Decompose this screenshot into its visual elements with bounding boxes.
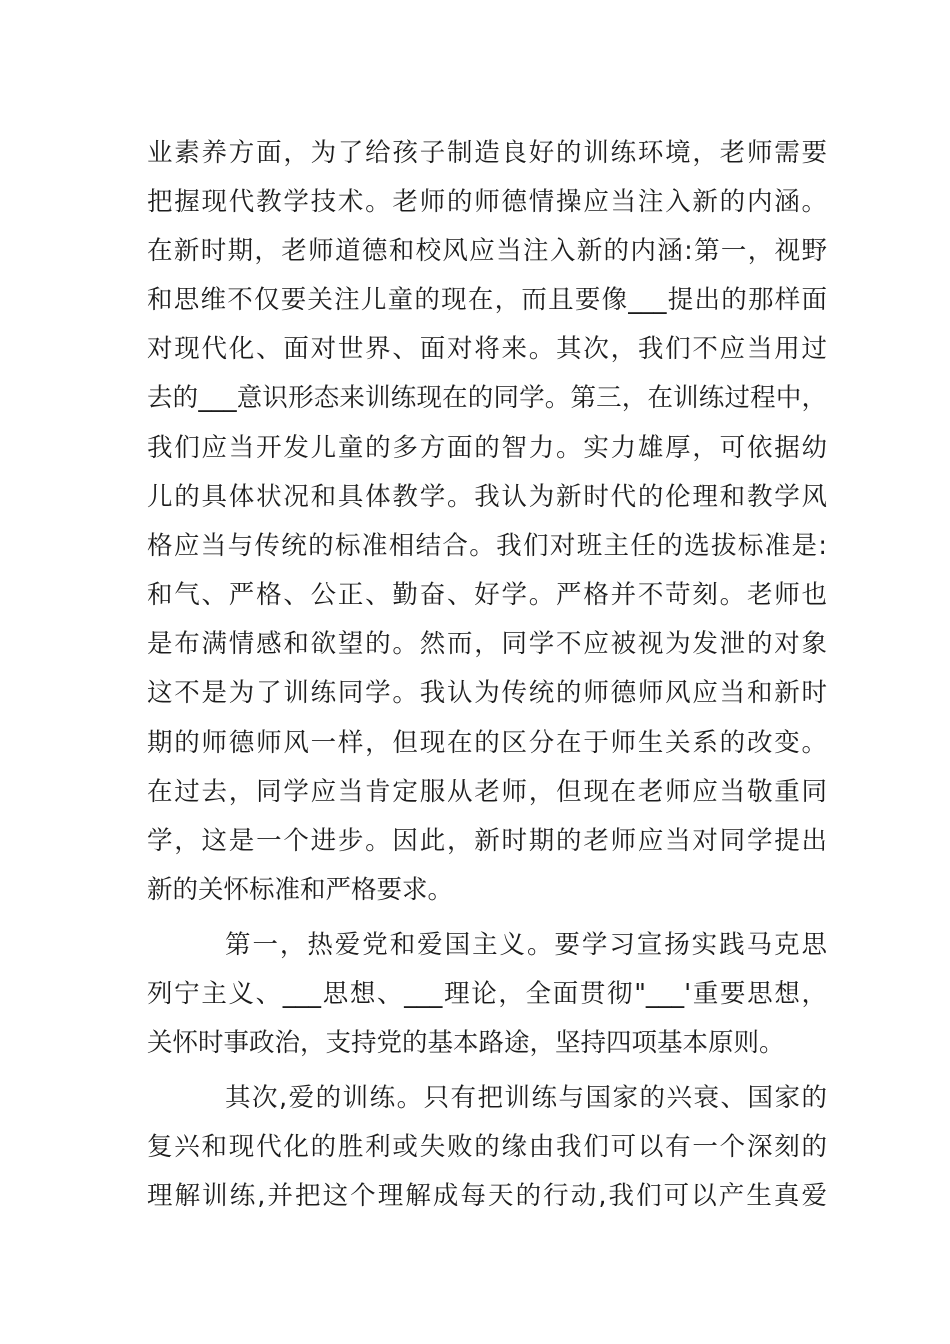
- text-line: 我们应当开发儿童的多方面的智力。实力雄厚，可依据幼: [147, 433, 827, 463]
- text-line: 这不是为了训练同学。我认为传统的师德师风应当和新时: [147, 678, 827, 708]
- text-line: 列宁主义、___思想、___理论，全面贯彻"___'重要思想，: [147, 979, 827, 1009]
- text-line: 对现代化、面对世界、面对将来。其次，我们不应当用过: [147, 334, 827, 364]
- text-line: 和气、严格、公正、勤奋、好学。严格并不苛刻。老师也: [147, 580, 827, 610]
- text-line: 和思维不仅要关注儿童的现在，而且要像___提出的那样面: [147, 285, 827, 315]
- text-line: 格应当与传统的标准相结合。我们对班主任的选拔标准是:: [147, 531, 827, 561]
- text-line: 复兴和现代化的胜利或失败的缘由我们可以有一个深刻的: [147, 1132, 827, 1162]
- text-line: 理解训练,并把这个理解成每天的行动,我们可以产生真爱: [147, 1181, 827, 1211]
- text-line: 去的___意识形态来训练现在的同学。第三，在训练过程中，: [147, 383, 827, 413]
- text-line: 业素养方面，为了给孩子制造良好的训练环境，老师需要: [147, 138, 827, 168]
- text-line: 期的师德师风一样，但现在的区分在于师生关系的改变。: [147, 728, 827, 758]
- text-line: 在新时期，老师道德和校风应当注入新的内涵:第一，视野: [147, 236, 827, 266]
- text-line: 学，这是一个进步。因此，新时期的老师应当对同学提出: [147, 826, 827, 856]
- text-line: 是布满情感和欲望的。然而，同学不应被视为发泄的对象: [147, 629, 827, 659]
- text-line: 儿的具体状况和具体教学。我认为新时代的伦理和教学风: [147, 482, 827, 512]
- text-line: 其次,爱的训练。只有把训练与国家的兴衰、国家的: [225, 1083, 827, 1113]
- text-line: 在过去，同学应当肯定服从老师，但现在老师应当敬重同: [147, 777, 827, 807]
- text-line: 把握现代教学技术。老师的师德情操应当注入新的内涵。: [147, 187, 827, 217]
- text-line: 关怀时事政治，支持党的基本路途，坚持四项基本原则。: [147, 1028, 785, 1058]
- text-line: 第一，热爱党和爱国主义。要学习宣扬实践马克思: [225, 930, 827, 960]
- text-line: 新的关怀标准和严格要求。: [147, 875, 454, 905]
